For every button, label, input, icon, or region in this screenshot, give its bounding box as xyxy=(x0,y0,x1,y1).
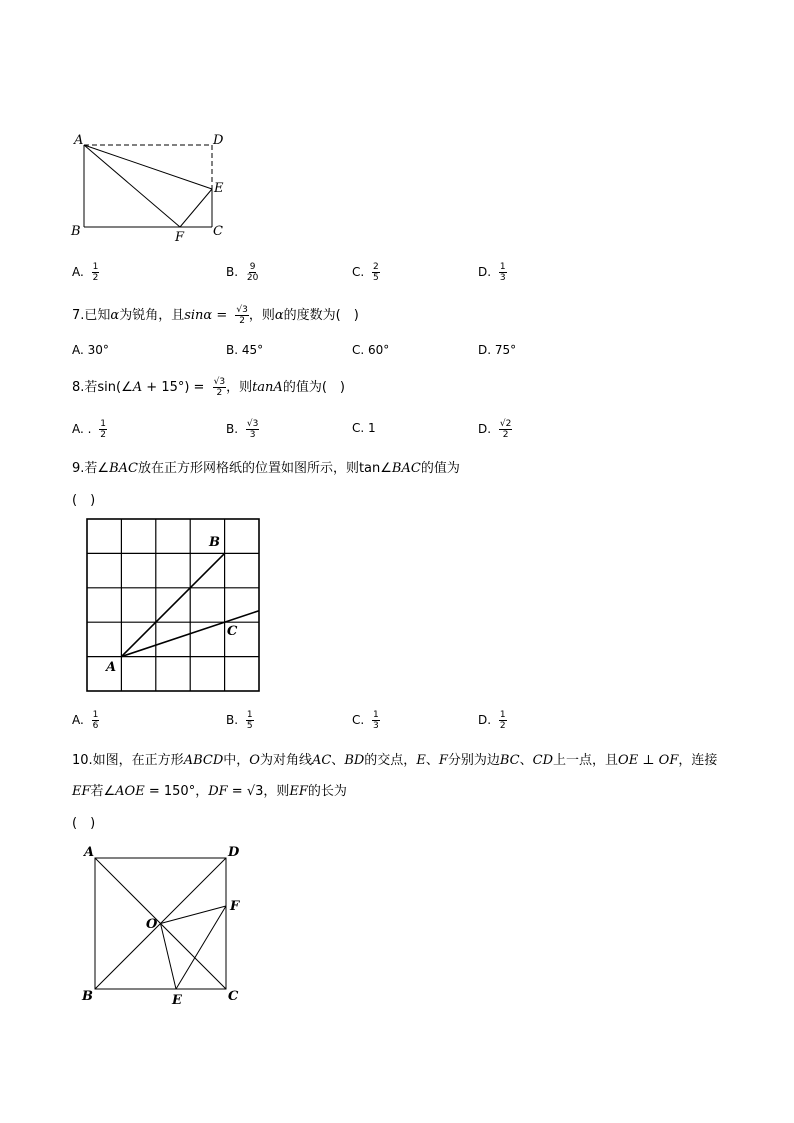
fraction: $\frac{1}{3}$ xyxy=(499,262,506,283)
q7-option-a[interactable]: A. 30° xyxy=(72,343,109,357)
fig1-label-a: A xyxy=(74,133,84,148)
fig1-label-d: D xyxy=(213,133,224,148)
question-10-line-2: EF若∠AOE = 150°，DF = √3，则EF的长为 xyxy=(72,784,347,799)
q7-option-b[interactable]: B. 45° xyxy=(226,343,264,357)
q9-option-c[interactable]: C. $\frac{1}{3}$ xyxy=(352,710,379,731)
fraction: $\frac{√3}{2}$ xyxy=(213,377,226,398)
q8-option-d[interactable]: D. $\frac{√2}{2}$ xyxy=(478,419,512,440)
figure-rectangle-abcd xyxy=(66,130,236,248)
question-9-paren: ( ) xyxy=(72,493,96,508)
q6-option-b[interactable]: B. $\frac{9}{20}$ xyxy=(226,262,259,283)
fraction: $\frac{1}{2}$ xyxy=(92,262,99,283)
fig3-label-o: O xyxy=(146,917,158,932)
fig1-label-b: B xyxy=(71,224,81,239)
q7-option-d[interactable]: D. 75° xyxy=(478,343,517,357)
question-9: 9.若∠BAC放在正方形网格纸的位置如图所示，则tan∠BAC的值为 xyxy=(72,461,460,476)
q8-option-a[interactable]: A. . $\frac{1}{2}$ xyxy=(72,419,107,440)
fig2-label-a: A xyxy=(106,660,117,675)
fig3-label-d: D xyxy=(228,845,240,860)
fig1-label-e: E xyxy=(214,181,224,196)
q6-option-c[interactable]: C. $\frac{2}{5}$ xyxy=(352,262,379,283)
q7-option-c[interactable]: C. 60° xyxy=(352,343,390,357)
fig3-label-f: F xyxy=(230,899,240,914)
question-10-paren: ( ) xyxy=(72,816,96,831)
question-7: 7.已知α为锐角，且sinα = $\frac{√3}{2}$ ，则α的度数为( ) xyxy=(72,305,359,326)
fig1-label-f: F xyxy=(175,230,185,245)
q9-option-a[interactable]: A. $\frac{1}{6}$ xyxy=(72,710,99,731)
q8-option-c[interactable]: C. 1 xyxy=(352,421,376,435)
fraction: $\frac{1}{2}$ xyxy=(100,419,107,440)
fraction: $\frac{2}{5}$ xyxy=(373,262,379,283)
fig3-label-a: A xyxy=(84,845,95,860)
fraction: $\frac{1}{5}$ xyxy=(246,710,253,731)
fig2-label-b: B xyxy=(209,535,220,550)
question-10-line-1: 10.如图，在正方形ABCD中，O为对角线AC、BD的交点，E、F分别为边BC、CD上一点，且OE ⊥ OF，连接 xyxy=(72,753,718,768)
q9-option-d[interactable]: D. $\frac{1}{2}$ xyxy=(478,710,506,731)
q6-option-a[interactable]: A. $\frac{1}{2}$ xyxy=(72,262,99,283)
question-8: 8.若sin(∠A + 15°) = $\frac{√3}{2}$ ，则tanA的值为( ) xyxy=(72,377,345,398)
fraction: $\frac{√3}{2}$ xyxy=(236,305,248,326)
figure-square-abcd xyxy=(86,850,236,1000)
fig3-label-e: E xyxy=(172,993,182,1008)
fraction: $\frac{1}{6}$ xyxy=(92,710,99,731)
fraction: $\frac{√3}{3}$ xyxy=(246,419,259,440)
q6-option-d[interactable]: D. $\frac{1}{3}$ xyxy=(478,262,506,283)
q8-option-b[interactable]: B. $\frac{√3}{3}$ xyxy=(226,419,259,440)
fraction: $\frac{9}{20}$ xyxy=(246,262,259,283)
fig3-label-c: C xyxy=(228,989,239,1004)
fraction: $\frac{√2}{2}$ xyxy=(499,419,512,440)
fraction: $\frac{1}{2}$ xyxy=(499,710,506,731)
fig2-label-c: C xyxy=(227,624,238,639)
fig3-label-b: B xyxy=(82,989,93,1004)
fraction: $\frac{1}{3}$ xyxy=(373,710,379,731)
q9-option-b[interactable]: B. $\frac{1}{5}$ xyxy=(226,710,253,731)
fig1-label-c: C xyxy=(213,224,223,239)
